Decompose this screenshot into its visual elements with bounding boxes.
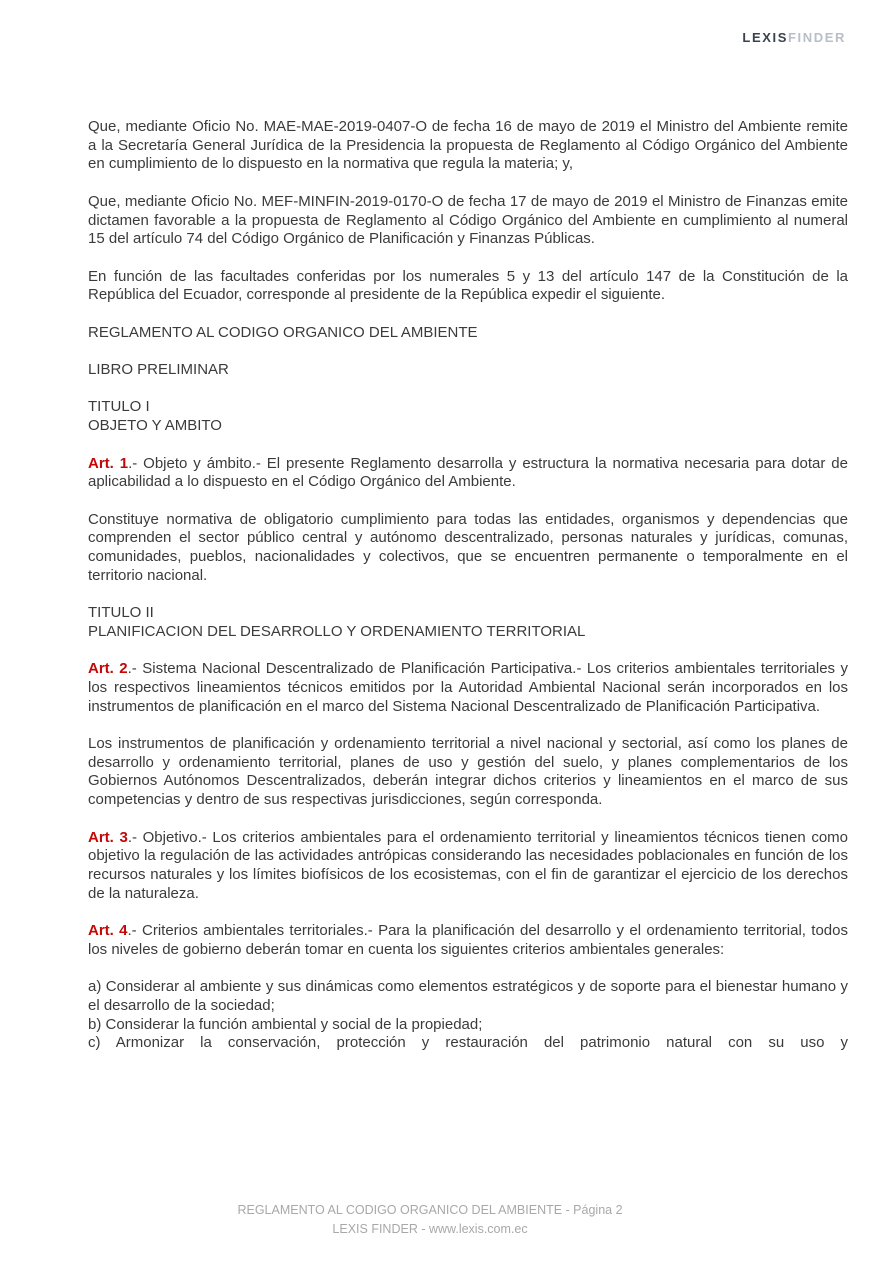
paragraph-constituye-normativa: Constituye normativa de obligatorio cumplimiento para todas las entidades, organismos y dependencias que comprenden el sector público central y autónomo descentralizado, personas naturales y jurídicas, comunas, comunidades, pueblos, nacionalidades y colectivos, que se encuentren permanente o temporalmente en el territorio nacional. bbox=[88, 510, 848, 584]
article-4-paragraph bbox=[88, 922, 848, 959]
criteria-list bbox=[88, 978, 848, 1053]
list-item-b: b) Considerar la función ambiental y social de la propiedad; bbox=[88, 1015, 483, 1033]
article-3-text: .- Objetivo.- Los criterios ambientales para el ordenamiento territorial y lineamientos técnicos tienen como objetivo la regulación de las actividades antrópicas considerando las necesidades poblacionales en función de los recursos naturales y los límites biofísicos de los ecosistemas, con el fin de garantizar el ejercicio de los derechos de la naturaleza. bbox=[88, 828, 848, 902]
article-2-paragraph bbox=[88, 660, 848, 716]
article-2-label: Art. 2 bbox=[88, 660, 128, 678]
heading-titulo-2: TITULO II bbox=[88, 604, 154, 622]
article-2-text: .- Sistema Nacional Descentralizado de Planificación Participativa.- Los criterios ambientales territoriales y los respectivos lineamientos técnicos emitidos por la Autoridad Ambiental Nacional serán incorporados en los instrumentos de planificación en el marco del Sistema Nacional Descentralizado de Planificación Participativa. bbox=[88, 660, 848, 715]
page-header bbox=[0, 0, 892, 45]
heading-libro-preliminar: LIBRO PRELIMINAR bbox=[88, 361, 229, 379]
heading-planificacion: PLANIFICACION DEL DESARROLLO Y ORDENAMIENTO TERRITORIAL bbox=[88, 622, 586, 640]
article-1-label: Art. 1 bbox=[88, 454, 129, 472]
document-body bbox=[0, 118, 892, 1053]
title-reglamento: REGLAMENTO AL CODIGO ORGANICO DEL AMBIENTE bbox=[88, 323, 478, 341]
logo-lexis-text: LEXIS bbox=[742, 30, 788, 45]
article-3-label: Art. 3 bbox=[88, 828, 128, 846]
lexisfinder-logo bbox=[742, 31, 846, 45]
recital-paragraph-constitucion: En función de las facultades conferidas por los numerales 5 y 13 del artículo 147 de la Constitución de la República del Ecuador, corresponde al presidente de la República expedir el siguiente. bbox=[88, 267, 848, 304]
footer-source-url: LEXIS FINDER - www.lexis.com.ec bbox=[332, 1222, 528, 1236]
heading-group-titulo-1 bbox=[88, 398, 848, 435]
list-item-a: a) Considerar al ambiente y sus dinámicas como elementos estratégicos y de soporte para el bienestar humano y el desarrollo de la sociedad; bbox=[88, 978, 848, 1014]
heading-titulo-1: TITULO I bbox=[88, 398, 150, 416]
page-footer bbox=[0, 1201, 860, 1239]
article-3-paragraph bbox=[88, 829, 848, 904]
logo-finder-text: FINDER bbox=[788, 30, 846, 45]
recital-paragraph-mef: Que, mediante Oficio No. MEF-MINFIN-2019-0170-O de fecha 17 de mayo de 2019 el Ministro de Finanzas emite dictamen favorable a la propuesta de Reglamento al Código Orgánico del Ambiente en cumplimiento al numeral 15 del artículo 74 del Código Orgánico de Planificación y Finanzas Públicas. bbox=[88, 192, 848, 248]
article-1-paragraph bbox=[88, 455, 848, 492]
footer-document-title: REGLAMENTO AL CODIGO ORGANICO DEL AMBIENTE - Página 2 bbox=[237, 1203, 623, 1217]
article-4-label: Art. 4 bbox=[88, 922, 128, 940]
recital-paragraph-mae: Que, mediante Oficio No. MAE-MAE-2019-0407-O de fecha 16 de mayo de 2019 el Ministro del Ambiente remite a la Secretaría General Jurídica de la Presidencia la propuesta de Reglamento al Código Orgánico del Ambiente en cumplimiento de lo dispuesto en la normativa que regula la materia; y, bbox=[88, 118, 848, 173]
article-1-text: .- Objeto y ámbito.- El presente Reglamento desarrolla y estructura la normativa necesaria para dotar de aplicabilidad a lo dispuesto en el Código Orgánico del Ambiente. bbox=[88, 454, 848, 491]
list-item-c: c) Armonizar la conservación, protección y restauración del patrimonio natural con su uso y bbox=[88, 1034, 848, 1052]
heading-objeto-ambito: OBJETO Y AMBITO bbox=[88, 417, 222, 435]
article-4-text: .- Criterios ambientales territoriales.- Para la planificación del desarrollo y el ordenamiento territorial, todos los niveles de gobierno deberán tomar en cuenta los siguientes criterios ambientales generales: bbox=[88, 922, 848, 958]
heading-group-titulo-2 bbox=[88, 604, 848, 641]
paragraph-instrumentos: Los instrumentos de planificación y ordenamiento territorial a nivel nacional y sectorial, así como los planes de desarrollo y ordenamiento territorial, planes de uso y gestión del suelo, y planes complementarios de los Gobiernos Autónomos Descentralizados, deberán integrar dichos criterios y lineamientos en el marco de sus competencias y dentro de sus respectivas jurisdicciones, según corresponda. bbox=[88, 735, 848, 809]
